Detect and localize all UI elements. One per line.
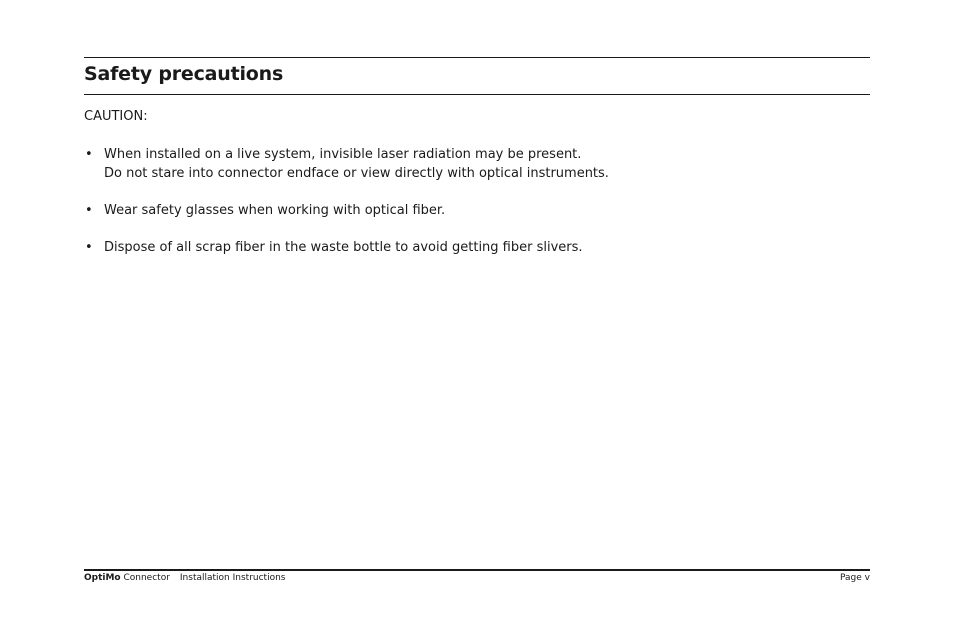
header-top-rule xyxy=(84,57,870,58)
bullet-icon: • xyxy=(85,240,93,255)
list-item-text: Dispose of all scrap fiber in the waste bottle to avoid getting fiber slivers. xyxy=(104,240,583,255)
list-item-text: Do not stare into connector endface or view directly with optical instruments. xyxy=(104,166,609,181)
list-item xyxy=(84,201,870,220)
list-item xyxy=(84,238,870,257)
page-title: Safety precautions xyxy=(84,63,284,85)
list-item-text: When installed on a live system, invisible laser radiation may be present. xyxy=(104,147,582,162)
caution-label: CAUTION: xyxy=(84,109,148,124)
list-item xyxy=(84,145,870,183)
footer-document-info xyxy=(84,573,285,583)
footer-page-number: Page v xyxy=(840,573,870,583)
precautions-list xyxy=(84,145,870,275)
footer-product-name: OptiMo xyxy=(84,573,121,583)
bullet-icon: • xyxy=(85,147,93,162)
bullet-icon: • xyxy=(85,203,93,218)
footer-product-suffix: Connector xyxy=(120,573,170,583)
footer-rule xyxy=(84,569,870,571)
title-underline-rule xyxy=(84,94,870,95)
footer-doc-title: Installation Instructions xyxy=(179,573,286,583)
list-item-text: Wear safety glasses when working with optical fiber. xyxy=(104,203,446,218)
